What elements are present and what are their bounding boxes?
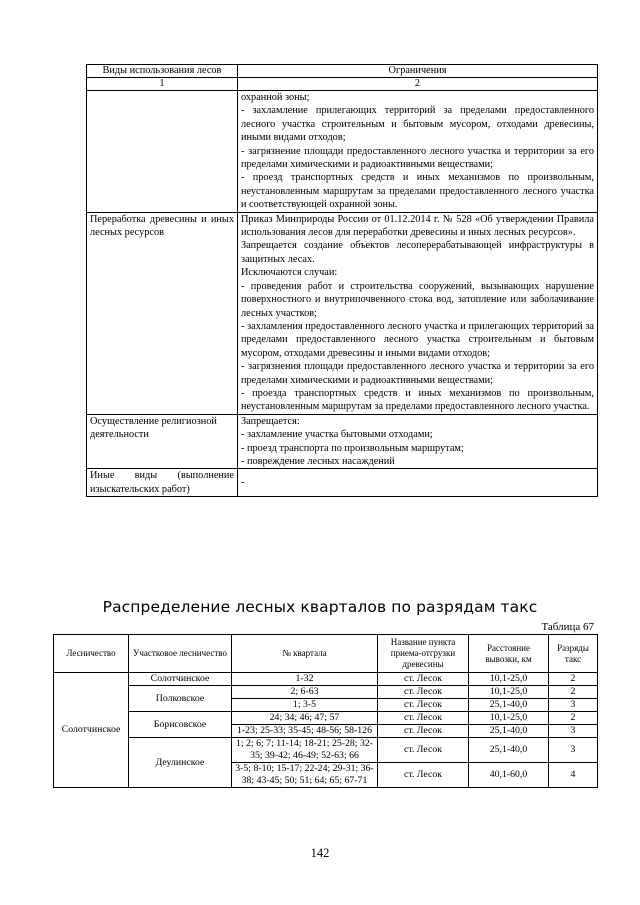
quarters-cell: 1-32	[232, 673, 378, 686]
point-cell: ст. Лесок	[378, 738, 469, 763]
district-cell: Солотчинское	[129, 673, 232, 686]
land-use-restrictions-table	[86, 64, 598, 497]
distance-cell: 10,1-25,0	[469, 673, 549, 686]
district-cell: Борисовское	[129, 712, 232, 738]
restriction-line: - проезд транспортных средств и иных механизмов по произвольным, неустановленным маршрутам за пределами предоставленного лесного участка и соответствующей охранной зоны.	[241, 172, 594, 211]
point-cell: ст. Лесок	[378, 699, 469, 712]
header-quarter: № квартала	[232, 635, 378, 673]
table2-header-row	[54, 635, 598, 673]
use-type-cell: Иные виды (выполнение изыскательских работ)	[87, 469, 238, 497]
quarters-cell: 1-23; 25-33; 35-45; 48-56; 58-126	[232, 725, 378, 738]
use-type-cell: Осуществление религиозной деятельности	[87, 414, 238, 469]
restriction-cell	[238, 91, 598, 213]
quarters-cell: 1; 2; 6; 7; 11-14; 18-21; 25-28; 32-35; 39-42; 46-49; 52-63; 66	[232, 738, 378, 763]
point-cell: ст. Лесок	[378, 673, 469, 686]
table1-number-row	[87, 78, 598, 91]
table-row	[54, 712, 598, 725]
restriction-cell	[238, 414, 598, 469]
table-row	[54, 673, 598, 686]
point-cell: ст. Лесок	[378, 763, 469, 788]
point-cell: ст. Лесок	[378, 725, 469, 738]
header-district: Участковое лесничество	[129, 635, 232, 673]
header-num-1: 1	[87, 78, 238, 91]
quarters-cell: 3-5; 8-10; 15-17; 22-24; 29-31; 36-38; 43-45; 50; 51; 64; 65; 67-71	[232, 763, 378, 788]
header-loading-point: Название пункта приема-отгрузки древесины	[378, 635, 469, 673]
quarters-cell: 2; 6-63	[232, 686, 378, 699]
rank-cell: 4	[549, 763, 598, 788]
restriction-line: - проезд транспорта по произвольным маршрутам;	[241, 442, 464, 454]
distance-cell: 25,1-40,0	[469, 699, 549, 712]
table-row	[87, 414, 598, 469]
restriction-line: Запрещается создание объектов лесоперерабатывающей инфраструктуры в защитных лесах.	[241, 240, 594, 265]
restriction-line: - захламление участка бытовыми отходами;	[241, 429, 433, 441]
district-cell: Полковское	[129, 686, 232, 712]
quarters-cell: 24; 34; 46; 47; 57	[232, 712, 378, 725]
header-use-types: Виды использования лесов	[87, 65, 238, 78]
restriction-line: охранной зоны;	[241, 92, 310, 103]
header-num-2: 2	[238, 78, 598, 91]
rank-cell: 2	[549, 673, 598, 686]
page-number: 142	[310, 846, 330, 860]
header-rank: Разряды такс	[549, 635, 598, 673]
restriction-cell	[238, 469, 598, 497]
quarters-cell: 1; 3-5	[232, 699, 378, 712]
use-type-cell	[87, 91, 238, 213]
table-row	[87, 91, 598, 213]
rank-cell: 3	[549, 738, 598, 763]
restriction-line: Запрещается:	[241, 415, 300, 427]
header-forestry: Лесничество	[54, 635, 129, 673]
restriction-line: - загрязнение площади предоставленного лесного участка и территории за его пределами химическими и радиоактивными веществами;	[241, 145, 594, 171]
header-distance: Расстояние вывозки, км	[469, 635, 549, 673]
table-row	[54, 686, 598, 699]
table-row	[87, 469, 598, 497]
distance-cell: 25,1-40,0	[469, 725, 549, 738]
table-number: Таблица 67	[541, 621, 594, 633]
restriction-line: - повреждение лесных насаждений	[241, 455, 395, 467]
forestry-cell: Солотчинское	[54, 673, 129, 788]
point-cell: ст. Лесок	[378, 686, 469, 699]
restriction-line: - проезда транспортных средств и иных механизмов по произвольным, неустановленным маршрутам за пределами предоставленного лесного участка.	[241, 387, 594, 413]
forest-quarters-table	[53, 634, 598, 788]
table1-header-row	[87, 65, 598, 78]
district-cell: Деулинское	[129, 738, 232, 788]
restriction-line: Исключаются случаи:	[241, 267, 338, 279]
point-cell: ст. Лесок	[378, 712, 469, 725]
use-type-cell: Переработка древесины и иных лесных ресурсов	[87, 212, 238, 414]
rank-cell: 2	[549, 712, 598, 725]
table-row	[54, 738, 598, 763]
restriction-line: -	[241, 477, 245, 489]
distance-cell: 10,1-25,0	[469, 712, 549, 725]
table-row	[87, 212, 598, 414]
distance-cell: 10,1-25,0	[469, 686, 549, 699]
rank-cell: 3	[549, 699, 598, 712]
rank-cell: 3	[549, 725, 598, 738]
table-caption: Распределение лесных кварталов по разрядам такс	[102, 598, 538, 616]
header-restrictions: Ограничения	[238, 65, 598, 78]
restriction-line: Приказ Минприроды России от 01.12.2014 г. № 528 «Об утверждении Правила использования лесов для переработки древесины и иных лесных ресурсов».	[241, 213, 594, 239]
distance-cell: 25,1-40,0	[469, 738, 549, 763]
restriction-line: - проведения работ и строительства сооружений, вызывающих нарушение поверхностного и внутрипочвенного стока вод, затопление или заболачивание лесных участков;	[241, 280, 594, 319]
rank-cell: 2	[549, 686, 598, 699]
restriction-line: - загрязнения площади предоставленного лесного участка и территории за его пределами химическими и радиоактивными веществами;	[241, 361, 594, 386]
restriction-line: - захламления предоставленного лесного участка и прилегающих территорий за пределами предоставленного лесного участка строительным и бытовым мусором, отходами древесины и иными видами отходов;	[241, 320, 594, 359]
distance-cell: 40,1-60,0	[469, 763, 549, 788]
restriction-cell	[238, 212, 598, 414]
restriction-line: - захламление прилегающих территорий за пределами предоставленного лесного участка строительным и бытовым мусором, отходами древесины, иными видами отходов;	[241, 105, 594, 144]
